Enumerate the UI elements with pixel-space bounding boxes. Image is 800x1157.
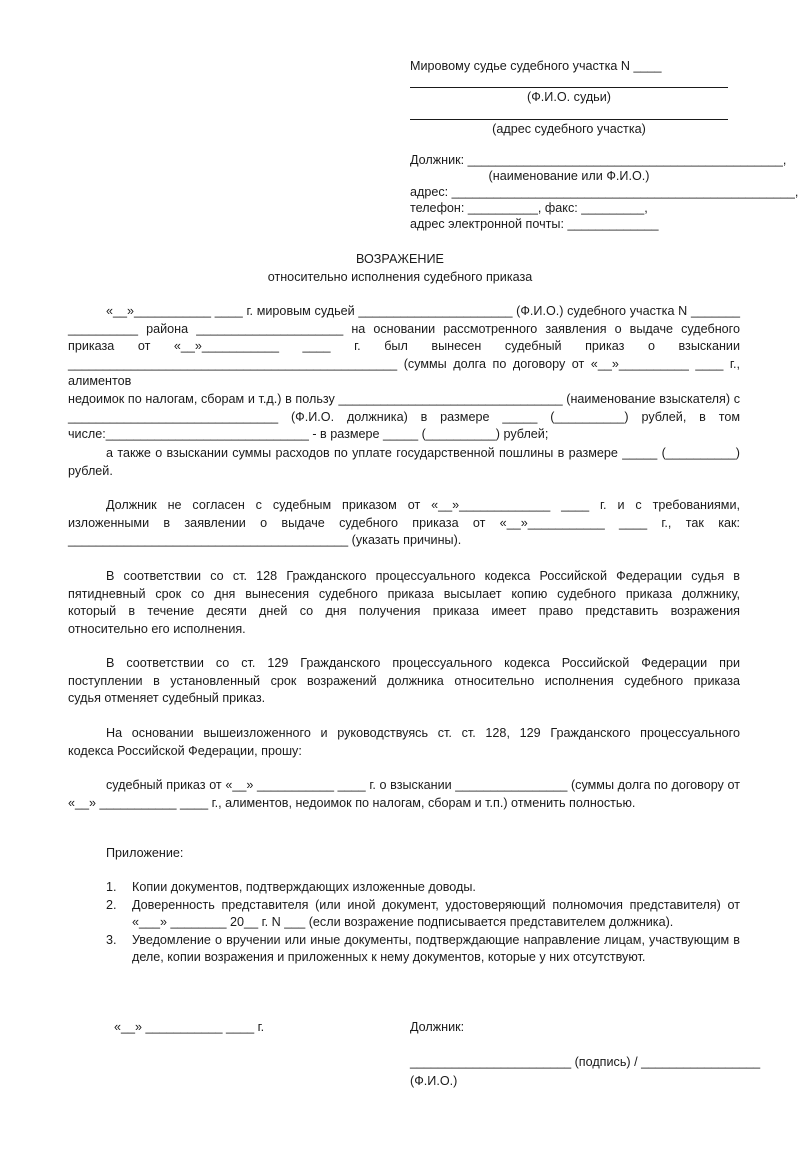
debtor-caption: (наименование или Ф.И.О.) xyxy=(488,169,650,183)
text-line: ________________________________________ (указать причины). xyxy=(68,533,462,548)
text-line: рублей. xyxy=(68,463,113,478)
judge-caption: (Ф.И.О. судьи) xyxy=(527,90,611,104)
text-line: судебный приказ от «__» ___________ ____ г. о взыскании ________________ (суммы долга по договору от xyxy=(106,778,740,792)
paragraph-article-129 xyxy=(68,655,740,708)
item-text: Уведомление о вручении или иные документы, подтверждающие направление лицам, участвующим в деле, копии возражения и приложенных к нему документов, которые у них отсутствуют. xyxy=(132,932,740,965)
text-line: В соответствии со ст. 129 Гражданского процессуального кодекса Российской Федерации при xyxy=(106,656,740,670)
text-line: а также о взыскании суммы расходов по уплате государственной пошлины в размере _____ (__________) xyxy=(106,446,740,460)
text-line: кодекса Российской Федерации, прошу: xyxy=(68,743,302,758)
signature-name-caption: (Ф.И.О.) xyxy=(410,1074,458,1088)
document-title: ВОЗРАЖЕНИЕ xyxy=(356,252,444,266)
text-line: пятидневный срок со дня вынесения судебного приказа высылает копию судебного приказа должнику, xyxy=(68,586,740,601)
signature-date: «__» ___________ ____ г. xyxy=(114,1020,265,1034)
item-text: Копии документов, подтверждающих изложенные доводы. xyxy=(132,880,476,894)
text-line: судья отменяет судебный приказ. xyxy=(68,691,266,706)
appendix-list xyxy=(106,879,740,967)
court-address-caption: (адрес судебного участка) xyxy=(492,122,646,136)
paragraph-order-details xyxy=(68,303,740,444)
text-line: «__»___________ ____ г. мировым судьей ______________________ (Ф.И.О.) судебного участка N _______ xyxy=(106,304,740,318)
text-line: поступлении в установленный срок возражений должника относительно исполнения судебного приказа xyxy=(68,673,740,688)
text-line: числе:_____________________________ - в размере _____ (__________) рублей; xyxy=(68,427,549,442)
appendix-title: Приложение: xyxy=(106,846,184,860)
item-number: 2. xyxy=(106,897,117,912)
appendix-item xyxy=(106,932,740,967)
judge-name-field xyxy=(410,87,728,88)
text-line: _______________________________________________ (суммы долга по договору от «__»__________ ____ г., алиментов xyxy=(68,356,740,389)
paragraph-request xyxy=(68,777,740,812)
signature-debtor-label: Должник: xyxy=(410,1020,465,1034)
text-line: который в течение десяти дней со дня получения приказа имеет право представить возражения xyxy=(68,604,740,619)
court-address-field xyxy=(410,119,728,120)
text-line: «__» ___________ ____ г., алиментов, недоимок по налогам, сборам и т.п.) отменить полностью. xyxy=(68,795,636,810)
paragraph-article-128 xyxy=(68,568,740,638)
debtor-phone-line: телефон: __________, факс: _________, xyxy=(410,201,648,215)
paragraph-request-basis xyxy=(68,725,740,760)
item-text: Доверенность представителя (или иной документ, удостоверяющий полномочия представителя) от «___» ________ 20__ г. N ___ (если возражение подписывается представителем должника). xyxy=(132,897,740,930)
text-line: изложенными в заявлении о выдаче судебного приказа от «__»___________ ____ г., так как: xyxy=(68,515,740,530)
addressee-line: Мировому судье судебного участка N ____ xyxy=(410,59,662,73)
text-line: На основании вышеизложенного и руководствуясь ст. ст. 128, 129 Гражданского процессуального xyxy=(106,726,740,740)
text-line: __________ района _____________________ на основании рассмотренного заявления о выдаче судебного xyxy=(68,321,740,336)
item-number: 3. xyxy=(106,932,117,947)
paragraph-state-fee xyxy=(68,445,740,480)
text-line: ______________________________ (Ф.И.О. должника) в размере _____ (__________) рублей, в том xyxy=(68,409,740,424)
appendix-item xyxy=(106,879,740,897)
text-line: приказа от «__»___________ ____ г. был вынесен судебный приказ о взыскании xyxy=(68,339,740,354)
debtor-email-line: адрес электронной почты: _____________ xyxy=(410,217,659,231)
appendix-item xyxy=(106,897,740,932)
item-number: 1. xyxy=(106,880,117,894)
text-line: относительно его исполнения. xyxy=(68,621,246,636)
text-line: Должник не согласен с судебным приказом от «__»_____________ ____ г. и с требованиями, xyxy=(106,498,740,512)
text-line: недоимок по налогам, сборам и т.д.) в пользу ________________________________ (наименование взыскателя) с xyxy=(68,391,740,406)
paragraph-disagreement xyxy=(68,497,740,550)
signature-line: _______________________ (подпись) / _________________ xyxy=(410,1055,761,1069)
debtor-line: Должник: _____________________________________________, xyxy=(410,153,787,167)
debtor-address-line: адрес: _________________________________________________, xyxy=(410,185,799,199)
text-line: В соответствии со ст. 128 Гражданского процессуального кодекса Российской Федерации судья в xyxy=(106,569,740,583)
document-subtitle: относительно исполнения судебного приказа xyxy=(267,270,533,284)
